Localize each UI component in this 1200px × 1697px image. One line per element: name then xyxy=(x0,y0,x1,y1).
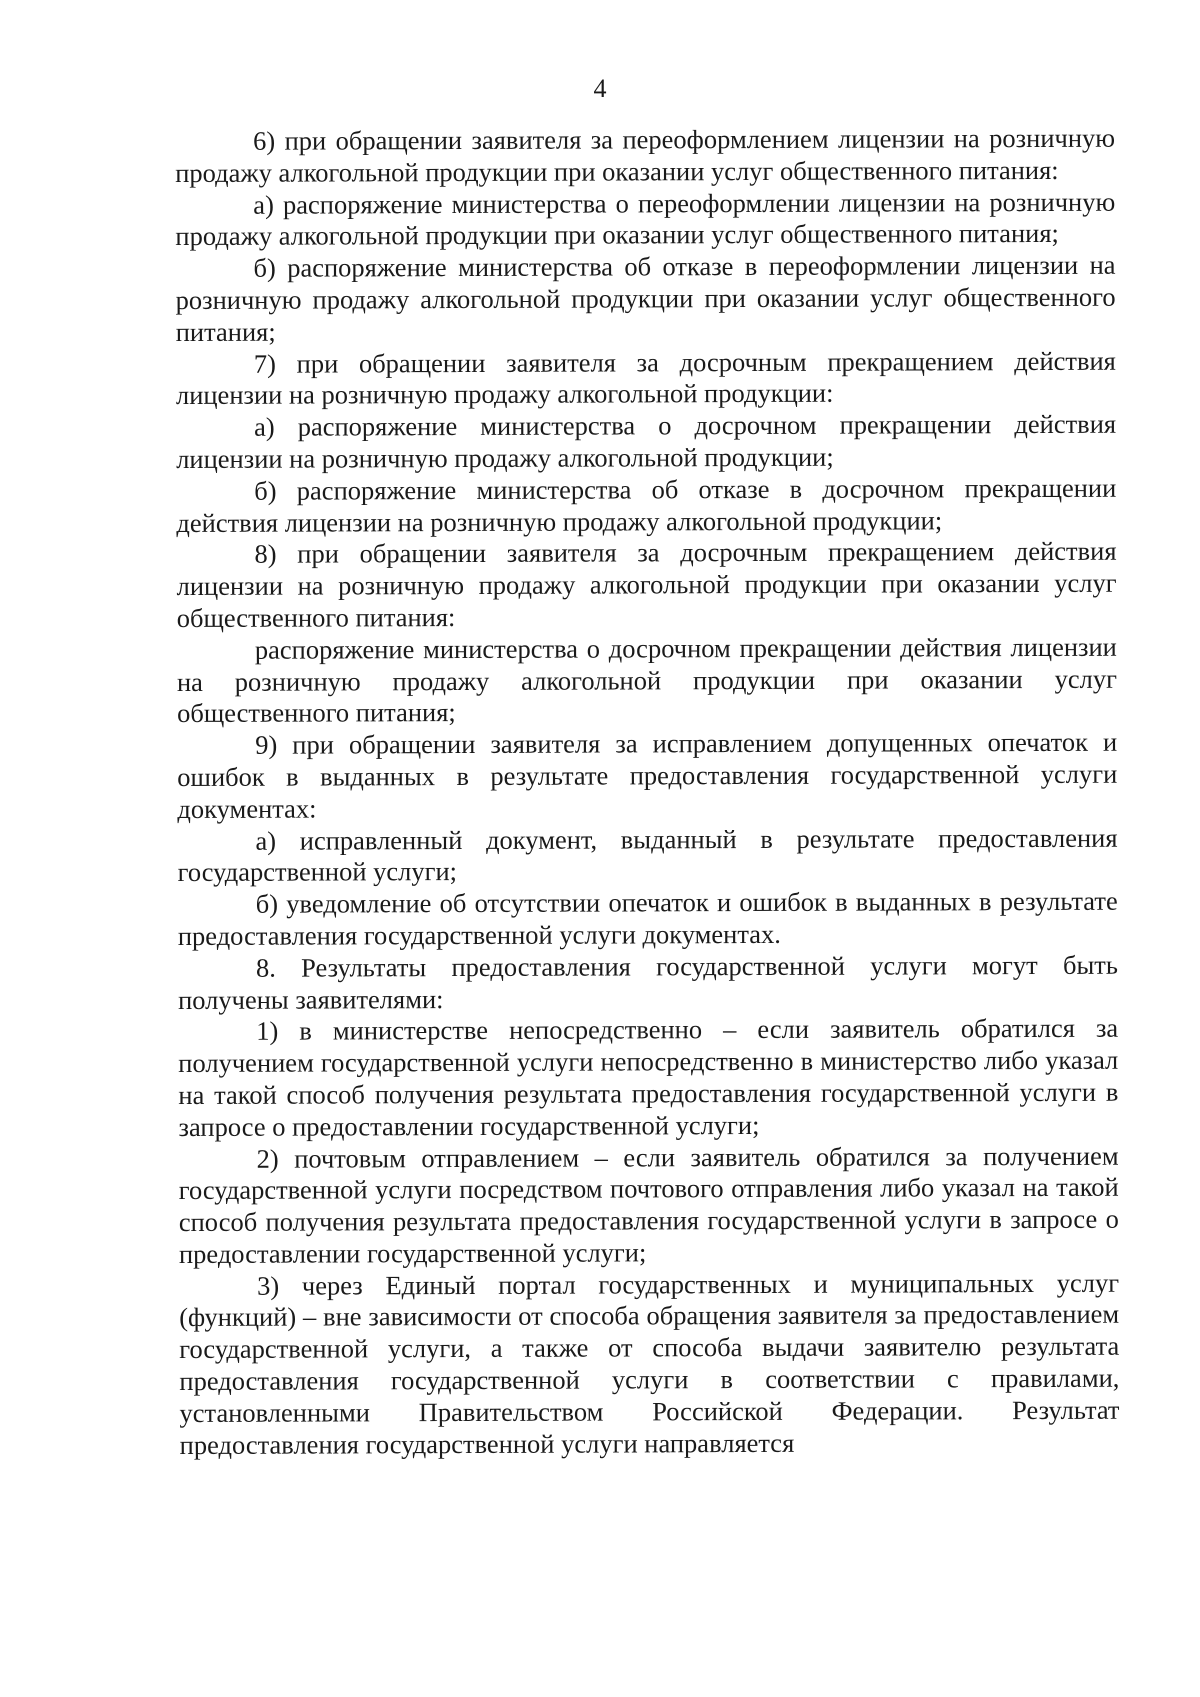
paragraph-section-8-2: 2) почтовым отправлением – если заявитель обратился за получением государственной услуги посредством почтового отправления либо указал на такой способ получения результата предоставления государственной услуги в запросе о предоставлении государственной услуги; xyxy=(178,1140,1119,1269)
paragraph-item-6b: б) распоряжение министерства об отказе в переоформлении лицензии на розничную продажу алкогольной продукции при оказании услуг общественного питания; xyxy=(175,249,1116,347)
paragraph-section-8-3: 3) через Единый портал государственных и муниципальных услуг (функций) – вне зависимости от способа обращения заявителя за предоставлением государственной услуги, а также от способа выдачи заявителю результата предоставления государственной услуги в соответствии с правилами, установленными Правительством Российской Федерации. Результат предоставления государственной услуги направляется xyxy=(179,1267,1120,1460)
paragraph-item-7: 7) при обращении заявителя за досрочным прекращением действия лицензии на розничную продажу алкогольной продукции: xyxy=(175,345,1116,411)
paragraph-item-9: 9) при обращении заявителя за исправлением допущенных опечаток и ошибок в выданных в результате предоставления государственной услуги документах: xyxy=(177,726,1118,824)
paragraph-item-6: 6) при обращении заявителя за переоформлением лицензии на розничную продажу алкогольной продукции при оказании услуг общественного питания: xyxy=(175,122,1116,188)
paragraph-item-9b: б) уведомление об отсутствии опечаток и ошибок в выданных в результате предоставления государственной услуги документах. xyxy=(177,885,1118,951)
paragraph-section-8: 8. Результаты предоставления государственной услуги могут быть получены заявителями: xyxy=(177,949,1118,1015)
paragraph-section-8-1: 1) в министерстве непосредственно – если заявитель обратился за получением государственной услуги непосредственно в министерство либо указал на такой способ получения результата предоставления государственной услуги в запросе о предоставлении государственной услуги; xyxy=(178,1013,1119,1142)
paragraph-item-7a: а) распоряжение министерства о досрочном прекращении действия лицензии на розничную продажу алкогольной продукции; xyxy=(176,408,1117,474)
paragraph-item-8: 8) при обращении заявителя за досрочным прекращением действия лицензии на розничную продажу алкогольной продукции при оказании услуг общественного питания: xyxy=(176,536,1117,633)
document-body xyxy=(175,123,1120,1462)
paragraph-item-9a: а) исправленный документ, выданный в результате предоставления государственной услуги; xyxy=(177,822,1118,888)
paragraph-item-8-order: распоряжение министерства о досрочном прекращении действия лицензии на розничную продажу алкогольной продукции при оказании услуг общественного питания; xyxy=(176,631,1117,729)
paragraph-item-7b: б) распоряжение министерства об отказе в досрочном прекращении действия лицензии на розничную продажу алкогольной продукции; xyxy=(176,472,1117,538)
paragraph-item-6a: а) распоряжение министерства о переоформлении лицензии на розничную продажу алкогольной продукции при оказании услуг общественного питания; xyxy=(175,186,1116,252)
page-number: 4 xyxy=(593,74,607,103)
